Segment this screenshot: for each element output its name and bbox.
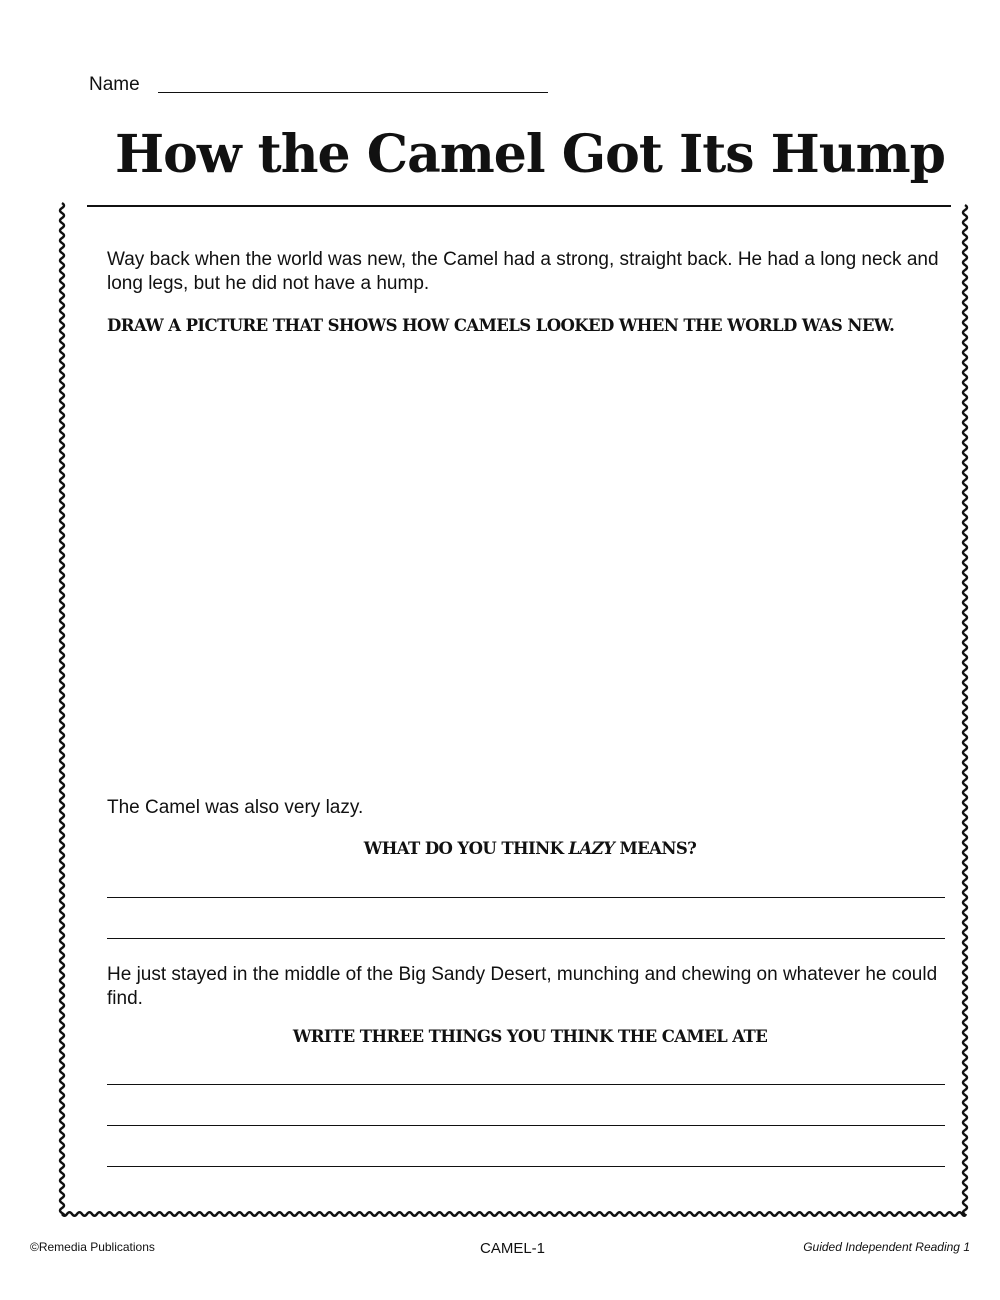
instruction-draw-picture: DRAW A PICTURE THAT SHOWS HOW CAMELS LOOKED WHEN THE WORLD WAS NEW.	[107, 316, 895, 335]
instruction-lazy-part2: MEANS?	[614, 839, 697, 858]
footer-code: CAMEL-1	[480, 1240, 546, 1257]
name-label: Name	[89, 74, 140, 95]
answer-line-lazy-2[interactable]	[107, 938, 945, 939]
wavy-border-left	[60, 203, 64, 1215]
wavy-border-bottom	[62, 1212, 966, 1216]
page-title: How the Camel Got Its Hump	[115, 124, 945, 185]
story-paragraph-3: He just stayed in the middle of the Big Sandy Desert, munching and chewing on whatever he could find.	[107, 964, 938, 1009]
footer-publisher: ©Remedia Publications	[30, 1240, 155, 1254]
drawing-area[interactable]	[107, 350, 945, 780]
story-paragraph-1: Way back when the world was new, the Camel had a strong, straight back. He had a long neck and long legs, but he did not have a hump.	[107, 249, 939, 294]
wavy-border-right	[963, 205, 967, 1214]
instruction-three-things: WRITE THREE THINGS YOU THINK THE CAMEL ATE	[292, 1027, 768, 1046]
answer-line-ate-3[interactable]	[107, 1166, 945, 1167]
answer-line-lazy-1[interactable]	[107, 897, 945, 898]
answer-line-ate-1[interactable]	[107, 1084, 945, 1085]
answer-line-ate-2[interactable]	[107, 1125, 945, 1126]
footer-series: Guided Independent Reading 1	[803, 1240, 970, 1254]
instruction-lazy-meaning	[60, 839, 1000, 858]
instruction-lazy-emphasis: LAZY	[568, 839, 615, 858]
story-paragraph-2: The Camel was also very lazy.	[107, 797, 364, 818]
instruction-lazy-part1: WHAT DO YOU THINK	[363, 839, 569, 858]
